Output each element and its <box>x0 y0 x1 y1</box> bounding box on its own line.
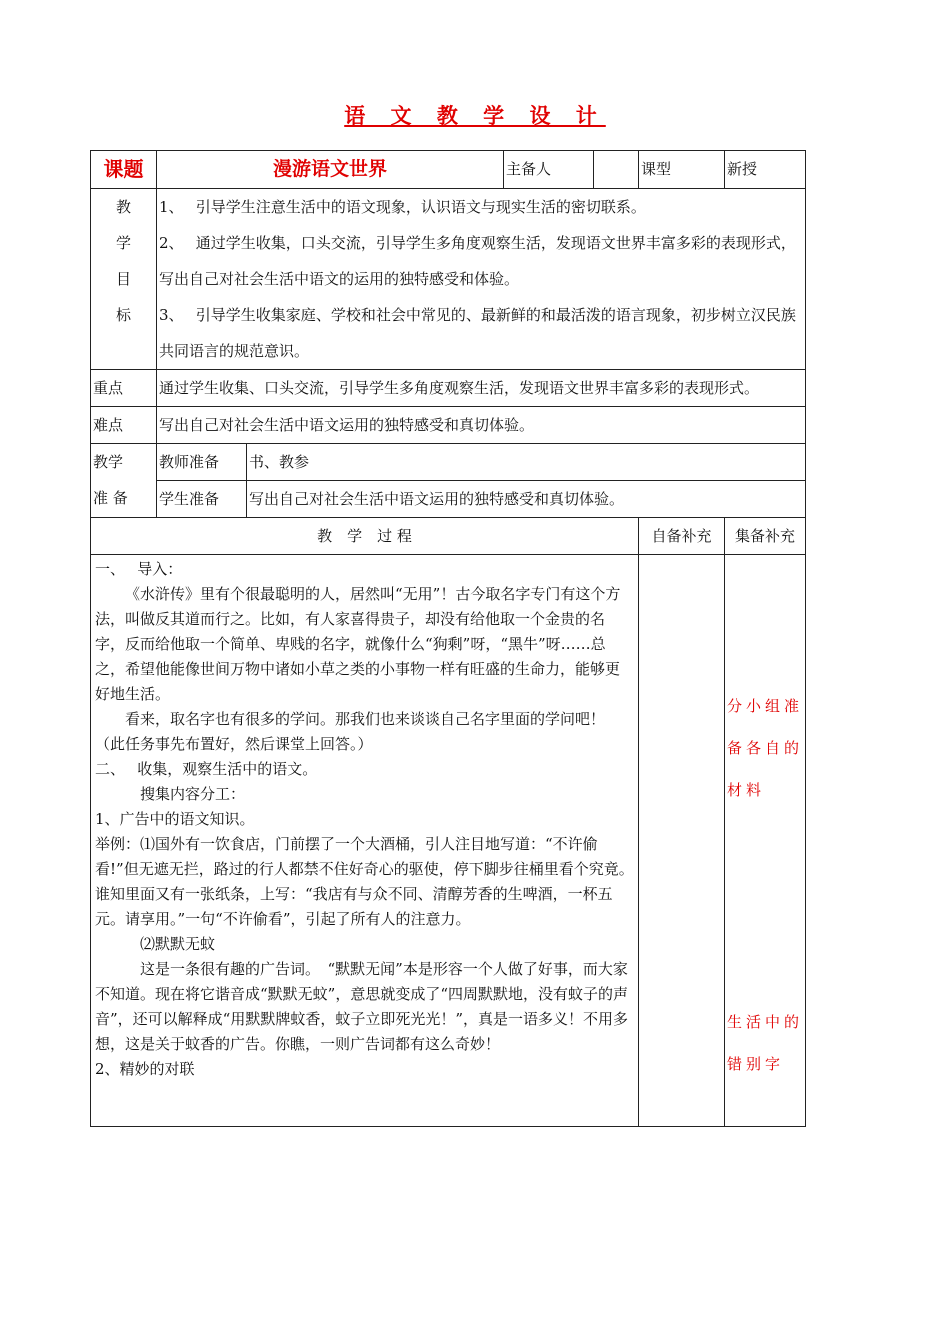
objective-item: 1、 引导学生注意生活中的语文现象，认识语文与现实生活的密切联系。 <box>159 198 646 216</box>
difficulty-label: 难点 <box>91 407 157 444</box>
self-supplement-header: 自备补充 <box>639 518 725 555</box>
self-supplement-cell <box>639 555 725 1127</box>
group-note: 分小组准备各自的材料 <box>727 697 804 799</box>
paragraph: 1、广告中的语文知识。 <box>95 810 255 828</box>
paragraph: 这是一条很有趣的广告词。 “默默无闻”本是形容一个人做了好事，而大家不知道。现在将它谐音成“默默无蚊”，意思就变成了“四周默默地，没有蚊子的声音”，还可以解释成“用默默牌蚊香，蚊子立即死光光！”，真是一语多义！不用多想，这是关于蚊香的广告。你瞧，一则广告词都有这么奇妙！ <box>95 960 629 1053</box>
objective-item: 3、 引导学生收集家庭、学校和社会中常见的、最新鲜的和最活泼的语言现象，初步树立汉民族共同语言的规范意识。 <box>159 306 796 360</box>
type-label: 课型 <box>639 151 725 189</box>
header-row <box>91 151 806 189</box>
student-prep-value: 写出自己对社会生活中语文运用的独特感受和真切体验。 <box>247 481 806 518</box>
teacher-prep-value: 书、教参 <box>247 444 806 481</box>
preparer-label: 主备人 <box>504 151 594 189</box>
paragraph: ⑵默默无蚊 <box>140 935 216 953</box>
document-title: 语 文 教 学 设 计 <box>344 103 606 128</box>
key-point-text: 通过学生收集、口头交流，引导学生多角度观察生活，发现语文世界丰富多彩的表现形式。 <box>157 370 806 407</box>
paragraph: 《水浒传》里有个很最聪明的人，居然叫“无用”！古今取名字专门有这个方法，叫做反其道而行之。比如，有人家喜得贵子，却没有给他取一个金贵的名字，反而给他取一个简单、卑贱的名字，就像什么“狗剩”呀，“黑牛”呀……总之，希望他能像世间万物中诸如小草之类的小事物一样有旺盛的生命力，能够更好地生活。 <box>95 585 621 703</box>
paragraph: 2、精妙的对联 <box>95 1060 195 1078</box>
objectives-content <box>157 189 806 370</box>
topic-label: 课题 <box>91 151 157 189</box>
process-header: 教 学 过 程 <box>91 518 639 555</box>
objectives-row <box>91 189 806 370</box>
preparer-value <box>594 151 639 189</box>
objective-item: 2、 通过学生收集，口头交流，引导学生多角度观察生活，发现语文世界丰富多彩的表现形式，写出自己对社会生活中语文的运用的独特感受和体验。 <box>159 234 796 288</box>
topic-value: 漫游语文世界 <box>157 151 504 189</box>
student-prep-row <box>91 481 806 518</box>
process-content <box>91 555 639 1127</box>
difficulty-text: 写出自己对社会生活中语文运用的独特感受和真切体验。 <box>157 407 806 444</box>
teacher-prep-label: 教师准备 <box>157 444 247 481</box>
paragraph: 举例：⑴国外有一饮食店，门前摆了一个大酒桶，引人注目地写道：“不许偷看!”但无遮无拦，路过的行人都禁不住好奇心的驱使，停下脚步往桶里看个究竟。谁知里面又有一张纸条，上写：“我店有与众不同、清醇芳香的生啤酒，一杯五元。请享用。”一句“不许偷看”，引起了所有人的注意力。 <box>95 835 634 928</box>
section-heading: 二、 收集，观察生活中的语文。 <box>95 760 318 778</box>
objectives-label: 教 学 目 标 <box>91 189 157 370</box>
difficulty-row <box>91 407 806 444</box>
group-supplement-header: 集备补充 <box>725 518 806 555</box>
student-prep-label: 学生准备 <box>157 481 247 518</box>
teacher-prep-row <box>91 444 806 481</box>
lesson-plan-table <box>90 150 806 1127</box>
paragraph: 搜集内容分工： <box>140 785 246 803</box>
key-point-row <box>91 370 806 407</box>
group-note: 生活中的错别字 <box>727 1013 804 1073</box>
paragraph: 看来，取名字也有很多的学问。那我们也来谈谈自己名字里面的学问吧！（此任务事先布置好，然后课堂上回答。） <box>95 710 606 753</box>
process-body-row <box>91 555 806 1127</box>
process-header-row <box>91 518 806 555</box>
type-value: 新授 <box>725 151 806 189</box>
section-heading: 一、 导入： <box>95 560 183 578</box>
key-point-label: 重点 <box>91 370 157 407</box>
group-supplement-cell <box>725 555 806 1127</box>
preparation-label: 教学 准 备 <box>91 444 157 518</box>
